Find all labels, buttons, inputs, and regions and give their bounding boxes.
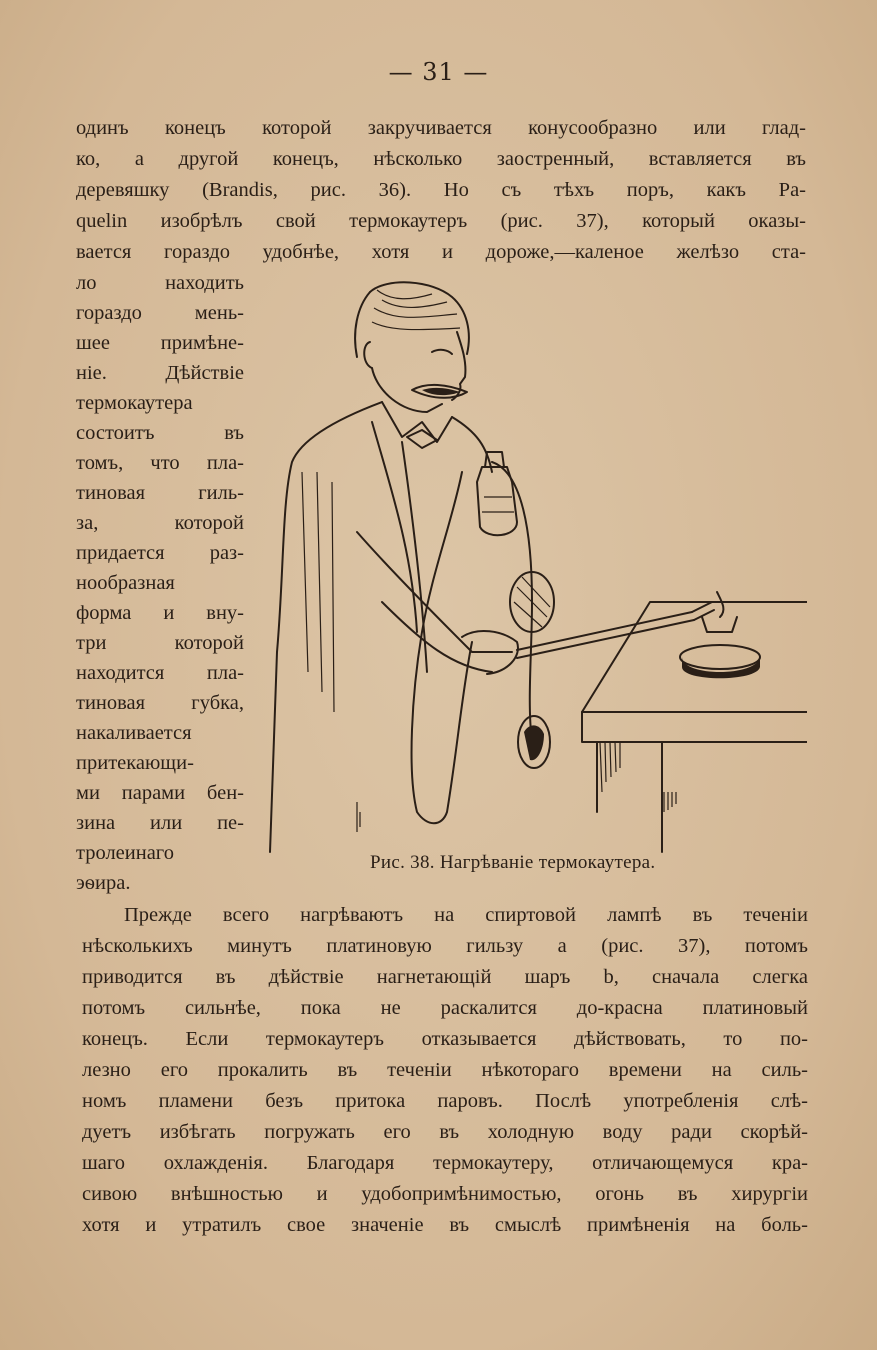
column-line: накаливается bbox=[76, 722, 192, 744]
figure-caption: Рис. 38. Нагрѣваніе термокаутера. bbox=[370, 852, 656, 873]
column-line: томъ, что пла- bbox=[76, 452, 244, 474]
column-line: тиновая гиль- bbox=[76, 482, 244, 504]
text-line: шаго охлажденія. Благодаря термокаутеру, отличающемуся кра- bbox=[82, 1152, 808, 1174]
text-line: потомъ сильнѣе, пока не раскалится до-красна платиновый bbox=[82, 997, 808, 1019]
column-line: ніе. Дѣйствіе bbox=[76, 362, 244, 384]
column-line: ло находить bbox=[76, 272, 244, 294]
column-line: зина или пе- bbox=[76, 812, 244, 834]
column-line: форма и вну- bbox=[76, 602, 244, 624]
text-line: вается гораздо удобнѣе, хотя и дороже,—каленое желѣзо ста- bbox=[76, 241, 806, 263]
column-line: три которой bbox=[76, 632, 244, 654]
text-line: quelin изобрѣлъ свой термокаутеръ (рис. 37), который оказы- bbox=[76, 210, 806, 232]
column-line: нообразная bbox=[76, 572, 175, 594]
page-number: — 31 — bbox=[388, 58, 489, 86]
column-line: придается раз- bbox=[76, 542, 244, 564]
text-line: приводится въ дѣйствіе нагнетающій шаръ b, сначала слегка bbox=[82, 966, 808, 988]
column-line: за, которой bbox=[76, 512, 244, 534]
column-line: притекающи- bbox=[76, 752, 194, 774]
column-line: тиновая губка, bbox=[76, 692, 244, 714]
text-line: ко, а другой конецъ, нѣсколько заостренный, вставляется въ bbox=[76, 148, 806, 170]
column-line: термокаутера bbox=[76, 392, 193, 414]
thermocautery-illustration bbox=[262, 272, 807, 857]
column-line: ми парами бен- bbox=[76, 782, 244, 804]
column-line: гораздо мень- bbox=[76, 302, 244, 324]
text-line: одинъ конецъ которой закручивается конусообразно или глад- bbox=[76, 117, 806, 139]
text-line: Прежде всего нагрѣваютъ на спиртовой лампѣ въ теченіи bbox=[124, 904, 808, 926]
text-line: деревяшку (Brandis, рис. 36). Но съ тѣхъ поръ, какъ Pa- bbox=[76, 179, 806, 201]
column-line: состоитъ въ bbox=[76, 422, 244, 444]
column-line: эѳира. bbox=[76, 872, 131, 894]
column-line: шее примѣне- bbox=[76, 332, 244, 354]
text-line: хотя и утратилъ свое значеніе въ смыслѣ примѣненія на боль- bbox=[82, 1214, 808, 1236]
text-line: сивою внѣшностью и удобопримѣнимостью, огонь въ хирургіи bbox=[82, 1183, 808, 1205]
text-line: нѣсколькихъ минутъ платиновую гильзу a (рис. 37), потомъ bbox=[82, 935, 808, 957]
text-line: конецъ. Если термокаутеръ отказывается дѣйствовать, то по- bbox=[82, 1028, 808, 1050]
text-line: лезно его прокалить въ теченіи нѣкотораго времени на силь- bbox=[82, 1059, 808, 1081]
text-line: номъ пламени безъ притока паровъ. Послѣ употребленія слѣ- bbox=[82, 1090, 808, 1112]
column-line: находится пла- bbox=[76, 662, 244, 684]
text-line: дуетъ избѣгать погружать его въ холодную воду ради скорѣй- bbox=[82, 1121, 808, 1143]
column-line: тролеинаго bbox=[76, 842, 174, 864]
